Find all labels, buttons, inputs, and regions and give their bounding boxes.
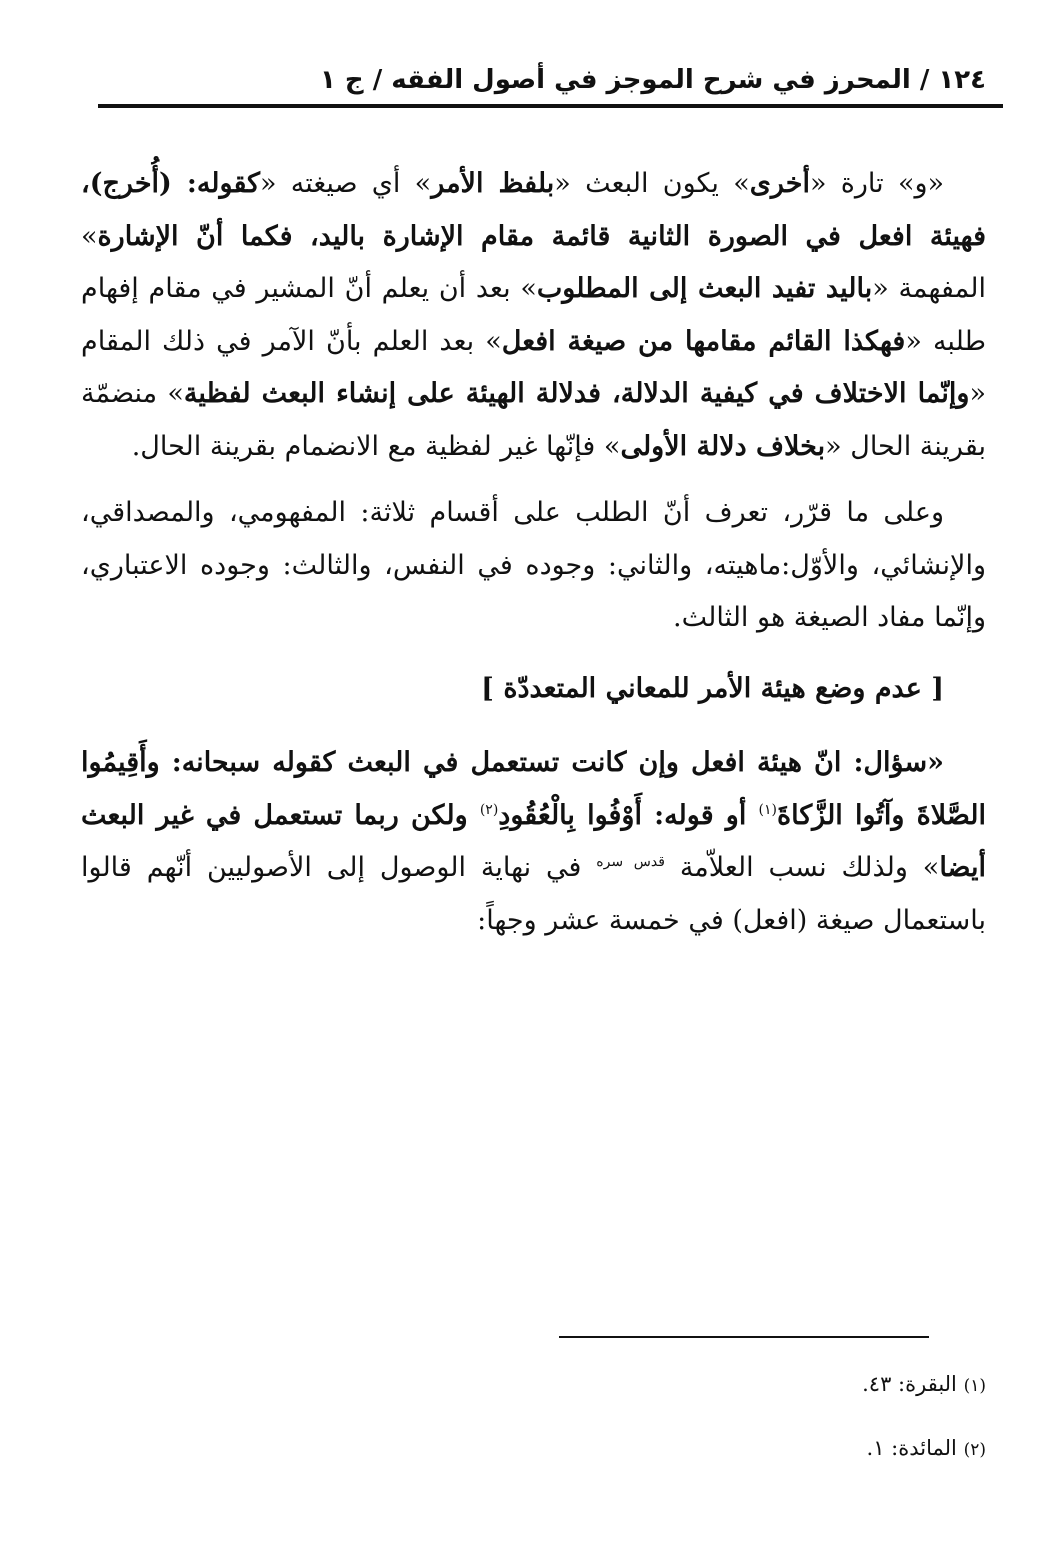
bold-run: أخرى xyxy=(749,168,810,199)
bold-run: بلفظ الأمر xyxy=(431,168,555,199)
footnote-ref-2[interactable]: (٢) xyxy=(479,801,499,818)
footnote-number: (٢) xyxy=(963,1440,986,1460)
footnote-separator xyxy=(559,1336,929,1338)
text-run: » أي صيغته « xyxy=(260,168,432,199)
honorific-mark: قدس سره xyxy=(596,854,665,870)
paragraph-1 xyxy=(81,158,986,473)
footnote-1 xyxy=(81,1368,986,1402)
running-header xyxy=(86,60,986,100)
text-run: » فإنّها غير لفظية مع الانضمام بقرينة الحال. xyxy=(131,430,621,462)
running-title: ١٢٤ / المحرز في شرح الموجز في أصول الفقه / ج ١ xyxy=(320,65,986,95)
section-heading: [ عدم وضع هيئة الأمر للمعاني المتعددّة ] xyxy=(481,672,944,704)
footnote-text: البقرة: ٤٣. xyxy=(862,1372,964,1396)
footnote-2 xyxy=(81,1432,986,1466)
footnote-ref-1[interactable]: (١) xyxy=(758,801,777,818)
bold-run: «سؤال: انّ هيئة افعل وإن كانت تستعمل في البعث كقوله سبحانه: وأَقِيمُوا الصَّلاةَ وآتُوا الزَّكاةَ xyxy=(81,747,987,831)
paragraph-3 xyxy=(81,737,986,947)
bold-run: كقوله: (أُخرج)، فهيئة افعل في الصورة الثانية قائمة مقام الإشارة باليد، فكما أنّ الإشارة xyxy=(81,168,986,252)
bold-run: ولكن ربما تستعمل في غير البعث أيضا xyxy=(81,799,986,883)
bold-run: باليد تفيد البعث إلى المطلوب xyxy=(536,273,873,304)
bold-run: فهكذا القائم مقامها من صيغة افعل xyxy=(501,325,906,357)
text-run: «و» تارة « xyxy=(809,168,945,199)
text-run: » بعد أن يعلم أنّ المشير في مقام إفهام طلبه « xyxy=(81,273,986,357)
bold-run: بخلاف دلالة الأولى xyxy=(620,430,826,462)
header-rule xyxy=(98,104,1003,108)
bold-run: أو قوله: أَوْفُوا بِالْعُقُودِ xyxy=(498,799,759,831)
footnote-number: (١) xyxy=(963,1376,986,1396)
footnotes xyxy=(81,1368,986,1466)
footnote-text: المائدة: ١. xyxy=(866,1436,964,1460)
text-run: » المفهمة « xyxy=(81,220,986,304)
text-run: » منضمّة بقرينة الحال « xyxy=(81,378,986,462)
main-text xyxy=(81,158,986,947)
paragraph-2: وعلى ما قرّر، تعرف أنّ الطلب على أقسام ثلاثة: المفهومي، والمصداقي، والإنشائي، والأوّل:ماهيته، والثاني: وجوده في النفس، والثالث: وجوده الاعتباري، وإنّما مفاد الصيغة هو الثالث. xyxy=(81,497,986,633)
text-run: في نهاية الوصول إلى الأصوليين أنّهم قالوا باستعمال صيغة (افعل) في خمسة عشر وجهاً: xyxy=(81,852,986,936)
text-run: » ولذلك نسب العلاّمة xyxy=(664,852,940,883)
bold-run: وإنّما الاختلاف في كيفية الدلالة، فدلالة الهيئة على إنشاء البعث لفظية xyxy=(183,378,970,409)
text-run: » يكون البعث « xyxy=(554,168,750,199)
text-run: » بعد العلم بأنّ الآمر في ذلك المقام « xyxy=(81,325,986,409)
